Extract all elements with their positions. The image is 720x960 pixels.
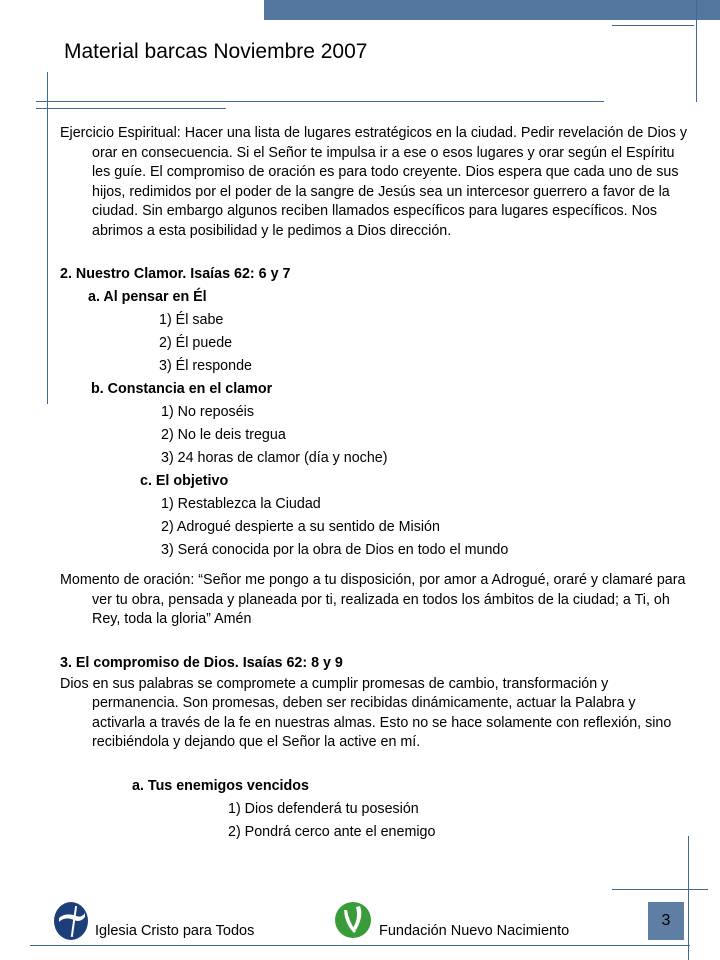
subsection-a-title: a. Al pensar en Él: [88, 289, 207, 305]
subsection-b-title: b. Constancia en el clamor: [91, 381, 273, 397]
document-body: [60, 124, 690, 844]
frame-line: [47, 72, 48, 404]
section-3-heading: 3. El compromiso de Dios. Isaías 62: 8 y 9: [60, 654, 343, 671]
frame-line: [696, 0, 697, 102]
section-2-heading: 2. Nuestro Clamor. Isaías 62: 6 y 7: [60, 266, 291, 282]
foundation-logo-icon: [334, 900, 372, 940]
list-item: 3) 24 horas de clamor (día y noche): [161, 450, 388, 466]
frame-line: [688, 836, 689, 960]
list-item: 2) Él puede: [159, 335, 233, 351]
header-bar: [264, 0, 720, 20]
page-title: Material barcas Noviembre 2007: [64, 40, 368, 63]
church-name: Iglesia Cristo para Todos: [95, 923, 255, 939]
list-item: 1) Restablezca la Ciudad: [161, 496, 321, 512]
prayer-paragraph: Momento de oración: “Señor me pongo a tu disposición, por amor a Adrogué, oraré y clamaré para ver tu obra, pensada y planeada por ti, realizada en todos los ámbitos de la ciudad; a Ti, oh Rey, toda la gloria” Amén: [60, 572, 686, 627]
frame-line: [30, 945, 690, 946]
list-item: 1) Él sabe: [159, 312, 224, 328]
list-item: 2) No le deis tregua: [161, 427, 286, 443]
subsection-a-title: a. Tus enemigos vencidos: [132, 777, 309, 794]
list-item: 1) No reposéis: [161, 404, 254, 420]
page-number: 3: [648, 902, 684, 940]
frame-line: [612, 25, 694, 26]
list-item: 2) Adrogué despierte a su sentido de Misión: [161, 519, 440, 535]
church-logo-icon: [52, 901, 90, 941]
intro-paragraph: Ejercicio Espiritual: Hacer una lista de lugares estratégicos en la ciudad. Pedir revelación de Dios y orar en consecuencia. Si el Señor te impulsa ir a ese o esos lugares y orar según el Espíritu les guíe. El compromiso de oración es para todo creyente. Dios espera que cada uno de sus hijos, redimidos por el poder de la sangre de Jesús sea un intercesor guerrero a favor de la ciudad. Sin embargo algunos reciben llamados específicos para lugares específicos. Nos abrimos a esta posibilidad y le pedimos a Dios dirección.: [60, 125, 687, 239]
list-item: 2) Pondrá cerco ante el enemigo: [228, 823, 436, 840]
section-3-paragraph: Dios en sus palabras se compromete a cumplir promesas de cambio, transformación y permanencia. Son promesas, deben ser recibidas dinámicamente, actuar la Palabra y activarla a través de la fe en nuestras almas. Esto no se hace solamente con reflexión, sino recibiéndola y dejando que el Señor la active en mí.: [60, 675, 672, 750]
list-item: 1) Dios defenderá tu posesión: [228, 800, 419, 817]
frame-line: [612, 889, 708, 890]
foundation-name: Fundación Nuevo Nacimiento: [379, 923, 570, 939]
frame-line: [36, 108, 226, 109]
frame-line: [36, 101, 604, 102]
list-item: 3) Él responde: [159, 358, 252, 374]
list-item: 3) Será conocida por la obra de Dios en todo el mundo: [161, 542, 509, 558]
subsection-c-title: c. El objetivo: [140, 473, 229, 489]
